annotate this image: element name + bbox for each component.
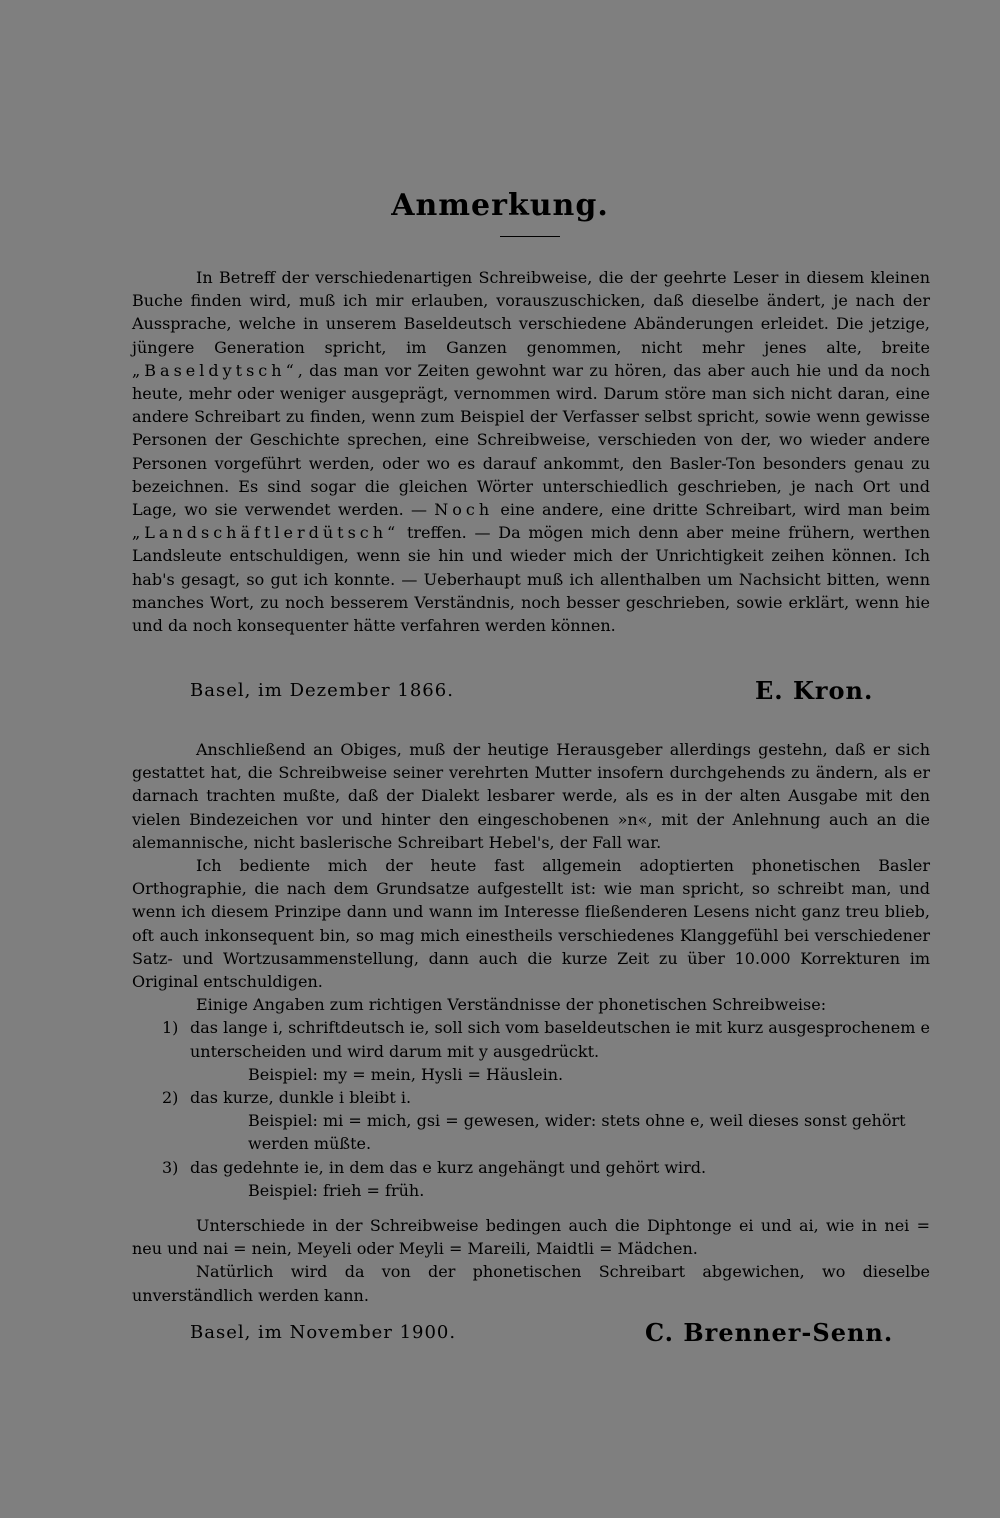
title-divider [500, 236, 560, 237]
list-number: 1) [162, 1018, 179, 1038]
page-title: Anmerkung. [391, 188, 609, 223]
note-part-1 [132, 266, 930, 637]
place-date: Basel, im Dezember 1866. [190, 680, 454, 701]
editor-signature: C. Brenner-Senn. [645, 1318, 894, 1347]
list-number: 2) [162, 1088, 179, 1108]
list-text: das lange i, schriftdeutsch ie, soll sich vom baseldeutschen ie mit kurz ausgesprochenem e unterscheiden und wird darum mit y ausgedrückt. [190, 1018, 930, 1061]
emphasized-term: Noch [434, 500, 494, 520]
list-number: 3) [162, 1157, 179, 1177]
place-date: Basel, im November 1900. [190, 1322, 457, 1343]
list-item [132, 1156, 930, 1202]
emphasized-term: „Landschäftlerdütsch“ [132, 523, 400, 543]
paragraph: Unterschiede in der Schreibweise bedingen auch die Diphtonge ei und ai, wie in nei = neu und nai = nein, Meyeli oder Meyli = Mareili, Maidtli = Mädchen. [132, 1216, 930, 1259]
paragraph: Natürlich wird da von der phonetischen Schreibart abgewichen, wo dieselbe unverständlich werden kann. [132, 1262, 930, 1305]
list-item [132, 1016, 930, 1086]
list-text: das kurze, dunkle i bleibt i. [190, 1088, 412, 1108]
paragraph: Einige Angaben zum richtigen Verständnisse der phonetischen Schreibweise: [196, 995, 827, 1015]
paragraph: Ich bediente mich der heute fast allgemein adoptierten phonetischen Basler Orthographie, die nach dem Grundsatze aufgestellt ist: wie man spricht, so schreibt man, und wenn ich diesem Prinzipe dann und wann im Interesse fließenderen Lesens nicht ganz treu blieb, oft auch inkonsequent bin, so mag mich einestheils verschiedenes Klanggefühl bei verschiedener Satz- und Wortzusammenstellung, dann auch die kurze Zeit zu über 10.000 Korrekturen im Original entschuldigen. [132, 856, 930, 992]
paragraph: In Betreff der verschiedenartigen Schreibweise, die der geehrte Leser in diesem kleinen Buche finden wird, muß ich mir erlauben, vorauszuschicken, daß dieselbe ändert, je nach der Aussprache, welche in unserem Baseldeutsch verschiedene Abänderungen erleidet. Die jetzige, jüngere Generation spricht, im Ganzen genommen, nicht mehr jenes alte, breite „Baseldytsch“, das man vor Zeiten gewohnt war zu hören, das aber auch hie und da noch heute, mehr oder weniger ausgeprägt, vernommen wird. Darum störe man sich nicht daran, eine andere Schreibart zu finden, wenn zum Beispiel der Verfasser selbst spricht, sowie wenn gewisse Personen der Geschichte sprechen, eine Schreibweise, verschieden von der, wo wieder andere Personen vorgeführt werden, oder wo es darauf ankommt, den Basler-Ton besonders genau zu bezeichnen. Es sind sogar die gleichen Wörter unterschiedlich geschrieben, je nach Ort und Lage, wo sie verwendet werden. — Noch eine andere, eine dritte Schreibart, wird man beim „Landschäftlerdütsch“ treffen. — Da mögen mich denn aber meine frühern, werthen Landsleute entschuldigen, wenn sie hin und wieder mich der Unrichtigkeit zeihen können. Ich hab's gesagt, so gut ich konnte. — Ueberhaupt muß ich allenthalben um Nachsicht bitten, wenn manches Wort, zu noch besserem Verständnis, noch besser geschrieben, sowie erklärt, wenn hie und da noch konsequenter hätte verfahren werden können. [132, 268, 930, 636]
example-text: Beispiel: my = mein, Hysli = Häuslein. [248, 1064, 564, 1084]
author-signature: E. Kron. [755, 676, 874, 705]
list-item [132, 1086, 930, 1156]
example-text: Beispiel: frieh = früh. [248, 1180, 425, 1200]
emphasized-term: „Baseldytsch“ [132, 360, 298, 380]
list-text: das gedehnte ie, in dem das e kurz angehängt und gehört wird. [190, 1157, 707, 1177]
note-part-2 [132, 738, 930, 1307]
paragraph: Anschließend an Obiges, muß der heutige Herausgeber allerdings gestehn, daß er sich gestattet hat, die Schreibweise seiner verehrten Mutter insofern durchgehends zu ändern, als er darnach trachten mußte, daß der Dialekt lesbarer werde, als es in der alten Ausgabe mit den vielen Bindezeichen vor und hinter den eingeschobenen »n«, mit der Anlehnung auch an die alemannische, nicht baslerische Schreibart Hebel's, der Fall war. [132, 740, 930, 852]
example-text: Beispiel: mi = mich, gsi = gewesen, wider: stets ohne e, weil dieses sonst gehört werden müßte. [248, 1111, 906, 1154]
